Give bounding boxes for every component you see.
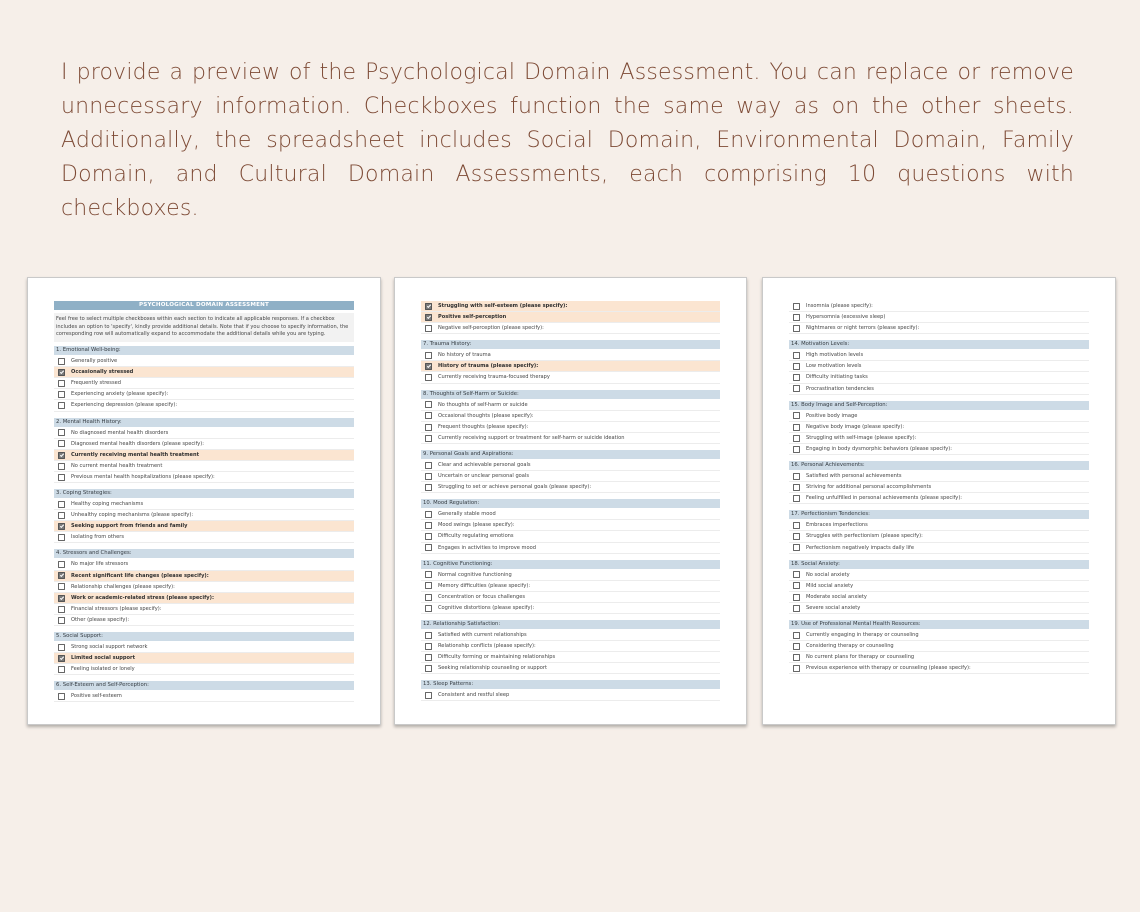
option-label: Struggling with self-image (please specify):	[806, 434, 917, 441]
option-label: Currently engaging in therapy or counseling	[806, 631, 919, 638]
checkbox-option[interactable]	[789, 663, 1089, 674]
assessment-section	[421, 390, 720, 444]
section-header: 2. Mental Health History:	[54, 418, 354, 427]
checkbox-checked[interactable]	[425, 363, 432, 370]
checkbox-option[interactable]	[789, 641, 1089, 652]
checkbox-option[interactable]	[54, 532, 354, 543]
checkbox-option[interactable]	[54, 559, 354, 570]
checkbox-option[interactable]	[421, 471, 720, 482]
checkbox-unchecked[interactable]	[58, 380, 65, 387]
checkbox-option[interactable]	[54, 615, 354, 626]
checkbox-option[interactable]	[54, 428, 354, 439]
option-label: No social anxiety	[806, 571, 850, 578]
assessment-section	[789, 510, 1089, 553]
option-label: Recent significant life changes (please specify):	[71, 572, 209, 579]
section-header: 8. Thoughts of Self-Harm or Suicide:	[421, 390, 720, 399]
checkbox-unchecked[interactable]	[425, 692, 432, 699]
checkbox-checked[interactable]	[58, 572, 65, 579]
option-label: No current plans for therapy or counseling	[806, 654, 915, 661]
checkbox-unchecked[interactable]	[425, 582, 432, 589]
checkbox-option[interactable]	[789, 433, 1089, 444]
option-label: Unhealthy coping mechanisms (please specify):	[71, 512, 194, 519]
checkbox-option[interactable]	[421, 460, 720, 471]
option-label: Generally positive	[71, 358, 118, 365]
checkbox-option[interactable]	[789, 520, 1089, 531]
checkbox-unchecked[interactable]	[793, 571, 800, 578]
option-label: Positive self-esteem	[71, 693, 122, 700]
checkbox-option[interactable]	[421, 433, 720, 444]
checkbox-unchecked[interactable]	[793, 594, 800, 601]
option-label: Satisfied with current relationships	[438, 631, 527, 638]
option-label: Limited social support	[71, 655, 136, 662]
assessment-section	[54, 418, 354, 483]
section-header: 18. Social Anxiety:	[789, 560, 1089, 569]
assessment-section	[789, 560, 1089, 614]
option-label: Moderate social anxiety	[806, 593, 867, 600]
section-header: 7. Trauma History:	[421, 340, 720, 349]
checkbox-unchecked[interactable]	[425, 325, 432, 332]
checkbox-unchecked[interactable]	[793, 374, 800, 381]
assessment-section	[421, 620, 720, 674]
option-label: Frequent thoughts (please specify):	[438, 423, 529, 430]
option-label: Financial stressors (please specify):	[71, 605, 162, 612]
section-header: 6. Self-Esteem and Self-Perception:	[54, 681, 354, 690]
option-label: Work or academic-related stress (please specify):	[71, 594, 214, 601]
checkbox-unchecked[interactable]	[58, 512, 65, 519]
checkbox-unchecked[interactable]	[58, 429, 65, 436]
option-label: Experiencing anxiety (please specify):	[71, 391, 169, 398]
option-label: Seeking relationship counseling or support	[438, 665, 547, 672]
option-label: Striving for additional personal accomplishments	[806, 484, 932, 491]
assessment-section	[789, 620, 1089, 674]
checkbox-option[interactable]	[421, 531, 720, 542]
assessment-section	[54, 681, 354, 702]
checkbox-option[interactable]	[789, 411, 1089, 422]
checkbox-unchecked[interactable]	[425, 605, 432, 612]
checkbox-unchecked[interactable]	[793, 484, 800, 491]
option-label: Struggling with self-esteem (please specify):	[438, 303, 568, 309]
sheet-page-1	[27, 277, 381, 725]
section-header: 17. Perfectionism Tendencies:	[789, 510, 1089, 519]
checkbox-unchecked[interactable]	[425, 352, 432, 359]
checkbox-unchecked[interactable]	[58, 463, 65, 470]
option-label: Previous mental health hospitalizations (please specify):	[71, 473, 215, 480]
checkbox-unchecked[interactable]	[425, 374, 432, 381]
checkbox-option[interactable]	[789, 301, 1089, 312]
section-header: 12. Relationship Satisfaction:	[421, 620, 720, 629]
checkbox-option[interactable]	[54, 389, 354, 400]
checkbox-option[interactable]	[789, 384, 1089, 395]
checkbox-checked[interactable]	[425, 314, 432, 321]
checkbox-option[interactable]	[54, 378, 354, 389]
section-header: 9. Personal Goals and Aspirations:	[421, 450, 720, 459]
option-label: Currently receiving trauma-focused therapy	[438, 374, 550, 381]
checkbox-option[interactable]	[789, 312, 1089, 323]
checkbox-option[interactable]	[789, 543, 1089, 554]
option-label: Negative self-perception (please specify):	[438, 325, 544, 332]
checkbox-option[interactable]	[421, 543, 720, 554]
option-label: Occasional thoughts (please specify):	[438, 412, 534, 419]
option-label: Concentration or focus challenges	[438, 593, 526, 600]
option-label: Frequently stressed	[71, 380, 121, 387]
intro-text: I provide a preview of the Psychological Domain Assessment. You can replace or remove unnecessary information. Checkboxes function the same way as on the other sheets. Additionally, the spreadsheet includes Social Domain, Environmental Domain, Family Domain, and Cultural Domain Assessments, each comprising 10 questions with checkboxes.	[61, 60, 1074, 221]
checkbox-option[interactable]	[54, 653, 354, 664]
assessment-title: PSYCHOLOGICAL DOMAIN ASSESSMENT	[54, 301, 354, 310]
checkbox-checked[interactable]	[58, 523, 65, 530]
assessment-section	[789, 340, 1089, 394]
checkbox-option[interactable]	[54, 499, 354, 510]
checkbox-unchecked[interactable]	[793, 412, 800, 419]
sheet-content	[421, 301, 720, 707]
option-label: Negative body image (please specify):	[806, 423, 905, 430]
checkbox-unchecked[interactable]	[425, 424, 432, 431]
checkbox-unchecked[interactable]	[793, 632, 800, 639]
checkbox-option[interactable]	[421, 350, 720, 361]
assessment-section	[789, 301, 1089, 334]
option-label: Mild social anxiety	[806, 582, 854, 589]
checkbox-option[interactable]	[54, 664, 354, 675]
checkbox-option[interactable]	[54, 642, 354, 653]
section-header: 11. Cognitive Functioning:	[421, 560, 720, 569]
option-label: No thoughts of self-harm or suicide	[438, 401, 528, 408]
assessment-section	[54, 632, 354, 675]
checkbox-unchecked[interactable]	[425, 435, 432, 442]
checkbox-option[interactable]	[54, 593, 354, 604]
option-label: History of trauma (please specify):	[438, 363, 539, 370]
checkbox-unchecked[interactable]	[425, 511, 432, 518]
checkbox-option[interactable]	[421, 581, 720, 592]
checkbox-unchecked[interactable]	[58, 358, 65, 365]
option-label: Isolating from others	[71, 534, 124, 541]
checkbox-unchecked[interactable]	[58, 606, 65, 613]
option-label: Positive body image	[806, 412, 858, 419]
assessment-section	[421, 560, 720, 614]
option-label: Considering therapy or counseling	[806, 643, 894, 650]
section-header: 15. Body Image and Self-Perception:	[789, 401, 1089, 410]
checkbox-option[interactable]	[421, 603, 720, 614]
assessment-section	[421, 301, 720, 334]
option-label: Positive self-perception	[438, 314, 507, 321]
option-label: Diagnosed mental health disorders (please specify):	[71, 440, 205, 447]
option-label: Strong social support network	[71, 643, 148, 650]
checkbox-option[interactable]	[789, 361, 1089, 372]
checkbox-unchecked[interactable]	[58, 402, 65, 409]
checkbox-option[interactable]	[421, 690, 720, 701]
assessment-section	[789, 461, 1089, 504]
checkbox-unchecked[interactable]	[793, 325, 800, 332]
checkbox-unchecked[interactable]	[793, 533, 800, 540]
checkbox-unchecked[interactable]	[793, 446, 800, 453]
checkbox-unchecked[interactable]	[425, 544, 432, 551]
checkbox-unchecked[interactable]	[58, 534, 65, 541]
option-label: Occasionally stressed	[71, 369, 134, 376]
checkbox-unchecked[interactable]	[793, 544, 800, 551]
option-label: Difficulty regulating emotions	[438, 533, 514, 540]
checkbox-option[interactable]	[54, 367, 354, 378]
checkbox-unchecked[interactable]	[425, 484, 432, 491]
checkbox-option[interactable]	[54, 439, 354, 450]
checkbox-option[interactable]	[421, 301, 720, 312]
checkbox-unchecked[interactable]	[793, 314, 800, 321]
assessment-section	[421, 450, 720, 493]
option-label: Seeking support from friends and family	[71, 523, 188, 530]
checkbox-unchecked[interactable]	[58, 693, 65, 700]
assessment-section	[421, 680, 720, 701]
sections-list	[789, 301, 1089, 674]
option-label: No major life stressors	[71, 561, 129, 568]
checkbox-option[interactable]	[421, 400, 720, 411]
option-label: Nightmares or night terrors (please specify):	[806, 325, 920, 332]
option-label: Other (please specify):	[71, 616, 130, 623]
checkbox-unchecked[interactable]	[425, 665, 432, 672]
option-label: Low motivation levels	[806, 363, 862, 370]
checkbox-option[interactable]	[54, 400, 354, 411]
checkbox-unchecked[interactable]	[793, 385, 800, 392]
checkbox-unchecked[interactable]	[793, 435, 800, 442]
checkbox-unchecked[interactable]	[425, 632, 432, 639]
checkbox-option[interactable]	[421, 323, 720, 334]
section-header: 5. Social Support:	[54, 632, 354, 641]
checkbox-unchecked[interactable]	[793, 424, 800, 431]
checkbox-unchecked[interactable]	[58, 391, 65, 398]
checkbox-option[interactable]	[421, 482, 720, 493]
checkbox-unchecked[interactable]	[58, 617, 65, 624]
checkbox-option[interactable]	[789, 372, 1089, 383]
sheet-content	[54, 301, 354, 708]
checkbox-option[interactable]	[421, 663, 720, 674]
checkbox-option[interactable]	[421, 422, 720, 433]
assessment-section	[789, 401, 1089, 455]
checkbox-option[interactable]	[789, 493, 1089, 504]
checkbox-checked[interactable]	[58, 369, 65, 376]
section-header: 13. Sleep Patterns:	[421, 680, 720, 689]
sheet-content	[789, 301, 1089, 680]
option-label: Healthy coping mechanisms	[71, 501, 144, 508]
option-label: Insomnia (please specify):	[806, 303, 873, 309]
option-label: Procrastination tendencies	[806, 385, 874, 392]
checkbox-option[interactable]	[54, 604, 354, 615]
checkbox-unchecked[interactable]	[793, 643, 800, 650]
checkbox-checked[interactable]	[58, 655, 65, 662]
sheet-page-3	[762, 277, 1116, 725]
checkbox-unchecked[interactable]	[793, 522, 800, 529]
checkbox-unchecked[interactable]	[425, 462, 432, 469]
assessment-section	[421, 340, 720, 383]
sheet-page-2	[394, 277, 747, 725]
instructions-note: Feel free to select multiple checkboxes within each section to indicate all applicable responses. If a checkbox includes an option to 'specify', kindly provide additional details. Note that if you choose to specify information, the corresponding row will automatically expand to accommodate the additional details while you are typing.	[54, 313, 354, 342]
checkbox-option[interactable]	[54, 521, 354, 532]
option-label: High motivation levels	[806, 352, 864, 359]
assessment-section	[54, 549, 354, 626]
checkbox-option[interactable]	[54, 356, 354, 367]
checkbox-unchecked[interactable]	[793, 495, 800, 502]
checkbox-option[interactable]	[789, 652, 1089, 663]
option-label: Satisfied with personal achievements	[806, 473, 902, 480]
option-label: Currently receiving support or treatment for self-harm or suicide ideation	[438, 434, 625, 441]
option-label: Relationship challenges (please specify):	[71, 583, 175, 590]
section-header: 3. Coping Strategies:	[54, 489, 354, 498]
checkbox-option[interactable]	[789, 630, 1089, 641]
checkbox-unchecked[interactable]	[793, 352, 800, 359]
checkbox-unchecked[interactable]	[793, 605, 800, 612]
option-label: Engaging in body dysmorphic behaviors (please specify):	[806, 445, 952, 452]
checkbox-option[interactable]	[54, 582, 354, 593]
option-label: Relationship conflicts (please specify):	[438, 643, 536, 650]
section-header: 14. Motivation Levels:	[789, 340, 1089, 349]
checkbox-option[interactable]	[54, 510, 354, 521]
checkbox-checked[interactable]	[58, 452, 65, 459]
option-label: Struggles with perfectionism (please specify):	[806, 533, 923, 540]
option-label: Perfectionism negatively impacts daily life	[806, 544, 914, 551]
checkbox-option[interactable]	[421, 592, 720, 603]
checkbox-option[interactable]	[54, 461, 354, 472]
option-label: No current mental health treatment	[71, 462, 163, 469]
checkbox-option[interactable]	[421, 630, 720, 641]
option-label: Engages in activities to improve mood	[438, 544, 536, 551]
checkbox-option[interactable]	[421, 641, 720, 652]
option-label: Experiencing depression (please specify):	[71, 402, 178, 409]
checkbox-unchecked[interactable]	[425, 571, 432, 578]
checkbox-unchecked[interactable]	[425, 654, 432, 661]
checkbox-unchecked[interactable]	[793, 363, 800, 370]
option-label: Cognitive distortions (please specify):	[438, 604, 535, 611]
checkbox-unchecked[interactable]	[793, 303, 800, 310]
checkbox-checked[interactable]	[425, 303, 432, 310]
checkbox-unchecked[interactable]	[425, 533, 432, 540]
checkbox-unchecked[interactable]	[793, 473, 800, 480]
checkbox-option[interactable]	[421, 372, 720, 383]
checkbox-unchecked[interactable]	[58, 583, 65, 590]
checkbox-unchecked[interactable]	[425, 473, 432, 480]
option-label: Normal cognitive functioning	[438, 571, 512, 578]
option-label: Hypersomnia (excessive sleep)	[806, 314, 886, 321]
checkbox-unchecked[interactable]	[425, 522, 432, 529]
option-label: Difficulty forming or maintaining relationships	[438, 654, 556, 661]
checkbox-unchecked[interactable]	[58, 501, 65, 508]
option-label: Struggling to set or achieve personal goals (please specify):	[438, 484, 592, 491]
checkbox-unchecked[interactable]	[58, 644, 65, 651]
checkbox-unchecked[interactable]	[793, 665, 800, 672]
checkbox-unchecked[interactable]	[793, 654, 800, 661]
checkbox-unchecked[interactable]	[58, 666, 65, 673]
checkbox-unchecked[interactable]	[425, 643, 432, 650]
sections-list	[54, 346, 354, 702]
section-header: 19. Use of Professional Mental Health Resources:	[789, 620, 1089, 629]
option-label: Embraces imperfections	[806, 522, 868, 529]
option-label: No diagnosed mental health disorders	[71, 429, 169, 436]
checkbox-option[interactable]	[789, 471, 1089, 482]
checkbox-unchecked[interactable]	[793, 582, 800, 589]
checkbox-option[interactable]	[789, 323, 1089, 334]
checkbox-option[interactable]	[789, 581, 1089, 592]
checkbox-option[interactable]	[421, 570, 720, 581]
checkbox-option[interactable]	[421, 520, 720, 531]
assessment-section	[421, 499, 720, 553]
checkbox-option[interactable]	[421, 652, 720, 663]
option-label: Mood swings (please specify):	[438, 522, 515, 529]
checkbox-option[interactable]	[421, 509, 720, 520]
section-header: 1. Emotional Well-being:	[54, 346, 354, 355]
checkbox-option[interactable]	[789, 603, 1089, 614]
checkbox-unchecked[interactable]	[425, 412, 432, 419]
checkbox-option[interactable]	[789, 531, 1089, 542]
assessment-section	[54, 346, 354, 411]
checkbox-option[interactable]	[54, 472, 354, 483]
checkbox-option[interactable]	[54, 571, 354, 582]
checkbox-checked[interactable]	[58, 595, 65, 602]
option-label: No history of trauma	[438, 352, 491, 359]
option-label: Currently receiving mental health treatment	[71, 451, 200, 458]
option-label: Memory difficulties (please specify):	[438, 582, 531, 589]
option-label: Clear and achievable personal goals	[438, 461, 531, 468]
section-header: 16. Personal Achievements:	[789, 461, 1089, 470]
checkbox-unchecked[interactable]	[58, 474, 65, 481]
checkbox-option[interactable]	[789, 444, 1089, 455]
option-label: Previous experience with therapy or counseling (please specify):	[806, 665, 971, 672]
option-label: Feeling isolated or lonely	[71, 666, 135, 673]
option-label: Generally stable mood	[438, 511, 496, 518]
checkbox-option[interactable]	[789, 422, 1089, 433]
option-label: Uncertain or unclear personal goals	[438, 473, 529, 480]
checkbox-option[interactable]	[421, 411, 720, 422]
checkbox-unchecked[interactable]	[58, 440, 65, 447]
checkbox-option[interactable]	[54, 450, 354, 461]
checkbox-option[interactable]	[54, 691, 354, 702]
option-label: Consistent and restful sleep	[438, 692, 510, 699]
section-header: 10. Mood Regulation:	[421, 499, 720, 508]
option-label: Severe social anxiety	[806, 604, 861, 611]
checkbox-unchecked[interactable]	[425, 401, 432, 408]
checkbox-option[interactable]	[421, 361, 720, 372]
checkbox-option[interactable]	[789, 482, 1089, 493]
assessment-section	[54, 489, 354, 543]
sections-list	[421, 301, 720, 701]
checkbox-option[interactable]	[789, 570, 1089, 581]
checkbox-option[interactable]	[789, 350, 1089, 361]
checkbox-option[interactable]	[421, 312, 720, 323]
option-label: Feeling unfulfilled in personal achievements (please specify):	[806, 495, 963, 502]
section-header: 4. Stressors and Challenges:	[54, 549, 354, 558]
checkbox-option[interactable]	[789, 592, 1089, 603]
checkbox-unchecked[interactable]	[425, 594, 432, 601]
checkbox-unchecked[interactable]	[58, 561, 65, 568]
option-label: Difficulty initiating tasks	[806, 374, 868, 381]
